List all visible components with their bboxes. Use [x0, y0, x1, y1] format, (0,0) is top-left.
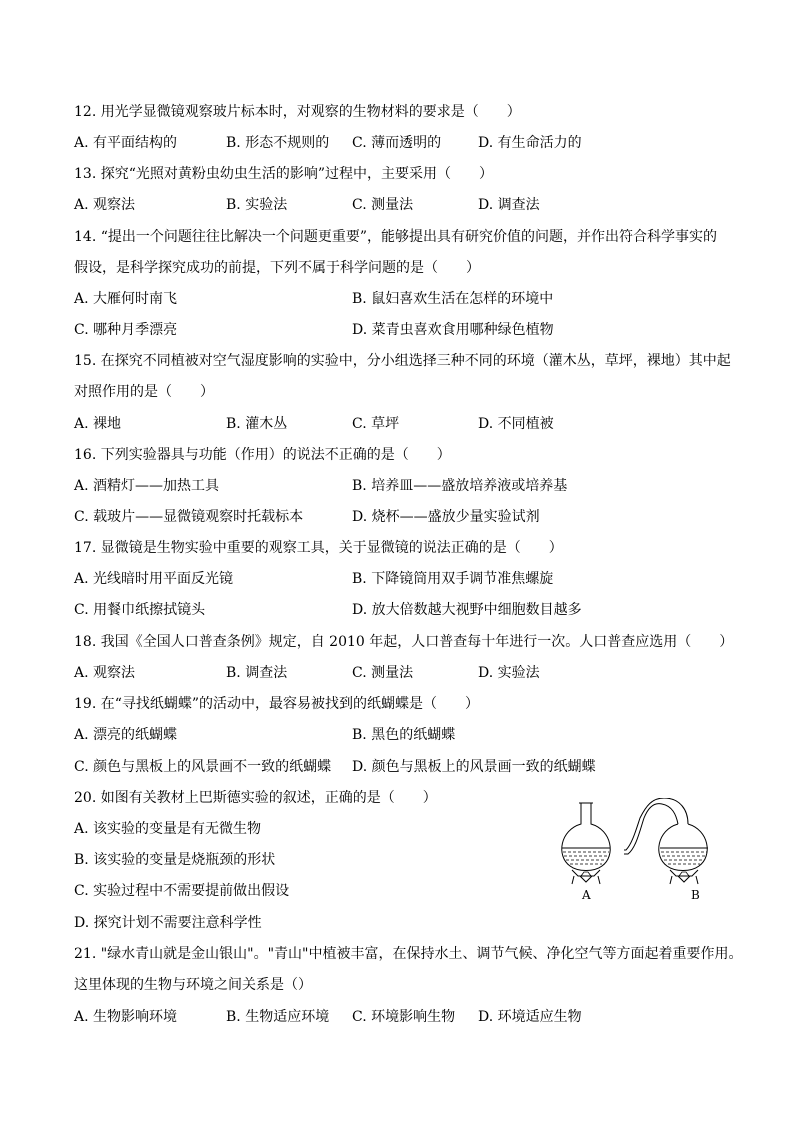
question-21-stem-line1: 21. "绿水青山就是金山银山"。"青山"中植被丰富，在保持水土、调节气候、净化空气等方面起着重要作用。: [74, 946, 743, 962]
figure-label-b: B: [691, 888, 700, 902]
question-19-option-d: D. 颜色与黑板上的风景画一致的纸蝴蝶: [352, 759, 596, 775]
question-12-option-a: A. 有平面结构的: [74, 135, 178, 151]
question-15-stem-line1: 15. 在探究不同植被对空气湿度影响的实验中，分小组选择三种不同的环境（灌木丛，草坪，裸地）其中起: [74, 353, 731, 369]
question-18-stem: 18. 我国《全国人口普查条例》规定，自 2010 年起，人口普查每十年进行一次。人口普查应选用（ ）: [74, 634, 734, 650]
question-19-option-b: B. 黑色的纸蝴蝶: [352, 727, 456, 743]
question-13-option-d: D. 调查法: [478, 197, 540, 213]
question-17-stem: 17. 显微镜是生物实验中重要的观察工具，关于显微镜的说法正确的是（ ）: [74, 540, 563, 556]
question-20-option-a: A. 该实验的变量是有无微生物: [74, 821, 262, 837]
question-21-option-b: B. 生物适应环境: [226, 1009, 330, 1025]
question-12-stem: 12. 用光学显微镜观察玻片标本时，对观察的生物材料的要求是（ ）: [74, 104, 521, 120]
question-15-option-b: B. 灌木丛: [226, 416, 288, 432]
question-12-option-c: C. 薄而透明的: [352, 135, 442, 151]
question-18-option-b: B. 调查法: [226, 665, 288, 681]
question-13-option-b: B. 实验法: [226, 197, 288, 213]
question-16-option-b: B. 培养皿——盛放培养液或培养基: [352, 478, 568, 494]
question-19-option-c: C. 颜色与黑板上的风景画不一致的纸蝴蝶: [74, 759, 332, 775]
question-18-option-d: D. 实验法: [478, 665, 540, 681]
question-14-option-d: D. 菜青虫喜欢食用哪种绿色植物: [352, 322, 554, 338]
question-18-option-c: C. 测量法: [352, 665, 414, 681]
question-16-stem: 16. 下列实验器具与功能（作用）的说法不正确的是（ ）: [74, 447, 451, 463]
flask-a: [562, 803, 610, 884]
question-12-option-b: B. 形态不规则的: [226, 135, 330, 151]
question-21-option-c: C. 环境影响生物: [352, 1009, 456, 1025]
question-12-option-d: D. 有生命活力的: [478, 135, 582, 151]
question-20-option-d: D. 探究计划不需要注意科学性: [74, 915, 262, 931]
question-13-option-a: A. 观察法: [74, 197, 136, 213]
question-20-stem: 20. 如图有关教材上巴斯德实验的叙述，正确的是（ ）: [74, 790, 437, 806]
question-20-option-c: C. 实验过程中不需要提前做出假设: [74, 883, 290, 899]
question-13-option-c: C. 测量法: [352, 197, 414, 213]
question-16-option-c: C. 载玻片——显微镜观察时托载标本: [74, 509, 304, 525]
question-17-option-a: A. 光线暗时用平面反光镜: [74, 571, 234, 587]
question-18-option-a: A. 观察法: [74, 665, 136, 681]
flask-b: [624, 798, 708, 884]
question-14-option-c: C. 哪种月季漂亮: [74, 322, 178, 338]
pasteur-flask-figure: [548, 798, 728, 908]
question-16-option-a: A. 酒精灯——加热工具: [74, 478, 220, 494]
question-21-option-d: D. 环境适应生物: [478, 1009, 582, 1025]
question-15-stem-line2: 对照作用的是（ ）: [74, 384, 214, 400]
question-16-option-d: D. 烧杯——盛放少量实验试剂: [352, 509, 540, 525]
question-13-stem: 13. 探究“光照对黄粉虫幼虫生活的影响”过程中，主要采用（ ）: [74, 166, 494, 182]
question-19-option-a: A. 漂亮的纸蝴蝶: [74, 727, 178, 743]
question-20-option-b: B. 该实验的变量是烧瓶颈的形状: [74, 852, 276, 868]
question-14-stem-line1: 14. “提出一个问题往往比解决一个问题更重要”，能够提出具有研究价值的问题，并作出符合科学事实的: [74, 229, 718, 245]
question-17-option-d: D. 放大倍数越大视野中细胞数目越多: [352, 602, 582, 618]
question-14-stem-line2: 假设，是科学探究成功的前提，下列不属于科学问题的是（ ）: [74, 260, 480, 276]
question-17-option-c: C. 用餐巾纸擦拭镜头: [74, 602, 206, 618]
question-14-option-a: A. 大雁何时南飞: [74, 291, 178, 307]
question-14-option-b: B. 鼠妇喜欢生活在怎样的环境中: [352, 291, 554, 307]
question-15-option-a: A. 裸地: [74, 416, 122, 432]
figure-label-a: A: [582, 888, 591, 902]
question-19-stem: 19. 在“寻找纸蝴蝶”的活动中，最容易被找到的纸蝴蝶是（ ）: [74, 696, 480, 712]
question-21-option-a: A. 生物影响环境: [74, 1009, 178, 1025]
question-17-option-b: B. 下降镜筒用双手调节准焦螺旋: [352, 571, 554, 587]
question-15-option-c: C. 草坪: [352, 416, 400, 432]
question-15-option-d: D. 不同植被: [478, 416, 554, 432]
question-21-stem-line2: 这里体现的生物与环境之间关系是（）: [74, 977, 312, 993]
